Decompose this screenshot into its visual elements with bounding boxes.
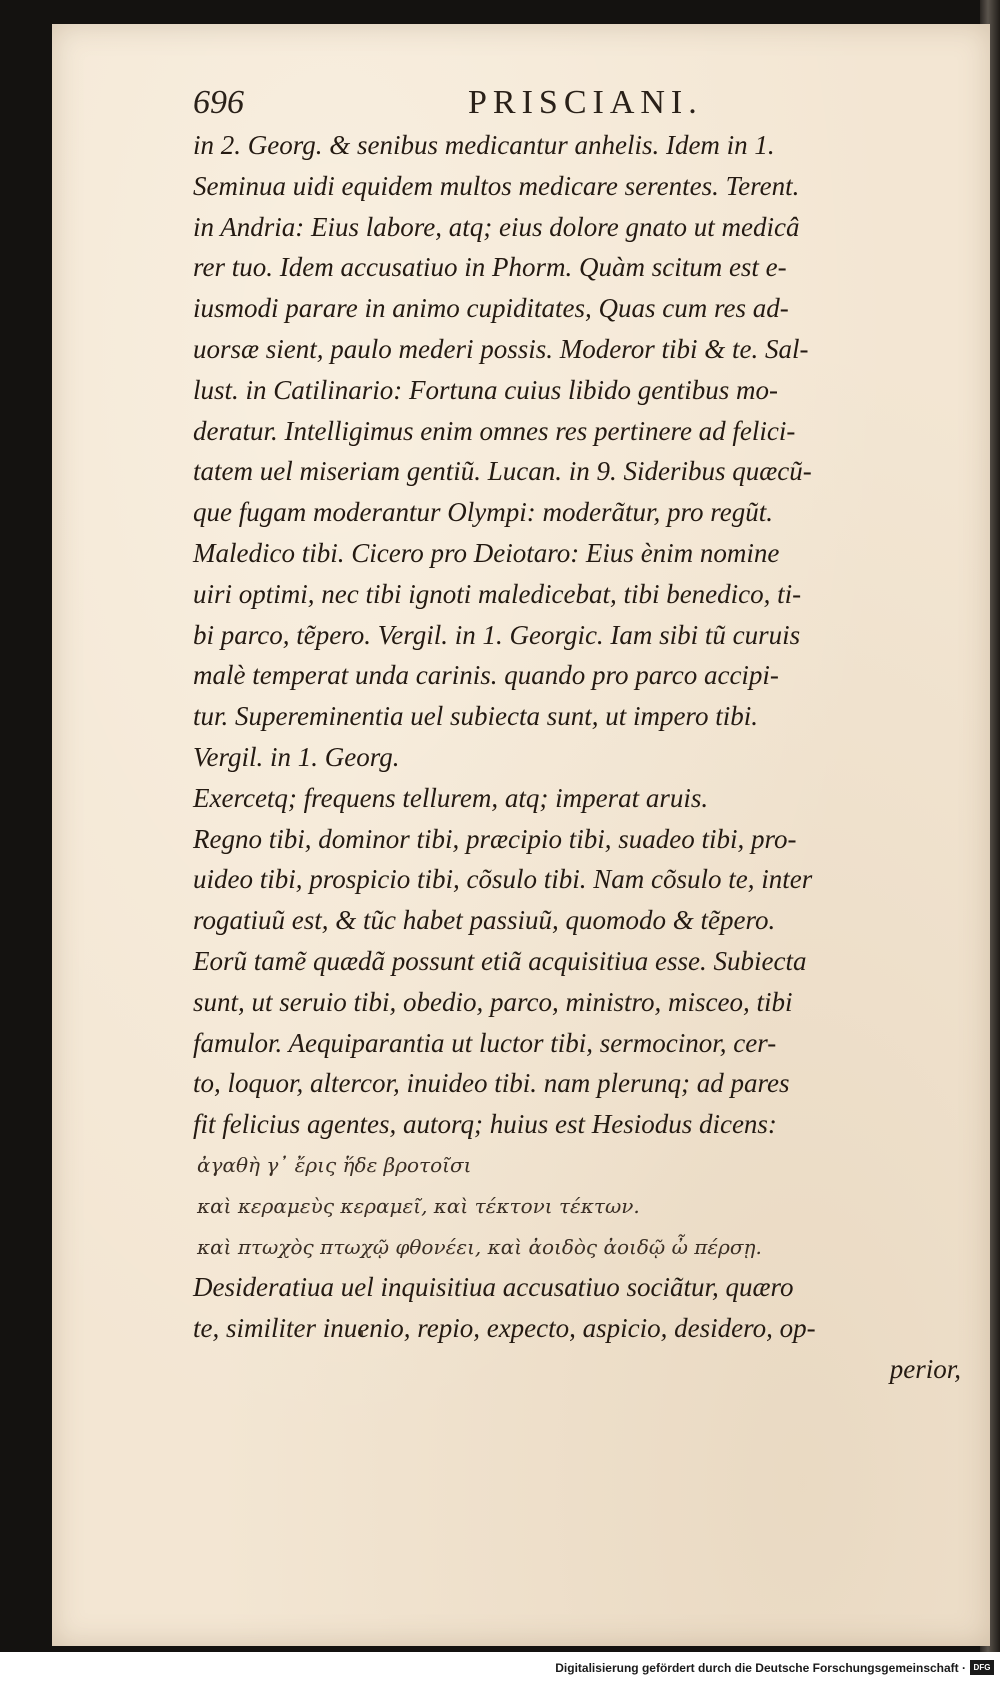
page-number: 696	[193, 84, 244, 121]
text-line: fit felicius agentes, autorq; huius est Hesiodus dicens:	[193, 1109, 777, 1140]
text-line: deratur. Intelligimus enim omnes res pertinere ad felici-	[193, 415, 796, 446]
text-line: Seminua uidi equidem multos medicare serentes. Terent.	[193, 170, 800, 201]
text-line: Maledico tibi. Cicero pro Deiotaro: Eius ènim nomine	[193, 537, 780, 568]
verse-quote: Exercetq; frequens tellurem, atq; imperat aruis.	[193, 782, 709, 813]
page-text	[193, 125, 973, 1390]
greek-quote-line: καὶ πτωχὸς πτωχῷ φθονέει, καὶ ἀοιδὸς ἀοιδῷ ὦ πέρσῃ.	[197, 1234, 762, 1259]
text-line: te, similiter inuenio, repio, expecto, aspicio, desidero, op-	[193, 1313, 816, 1344]
funding-credit: Digitalisierung gefördert durch die Deutsche Forschungsgemeinschaft ·	[555, 1661, 966, 1675]
text-line: to, loquor, altercor, inuideo tibi. nam plerunq; ad pares	[193, 1068, 790, 1099]
text-line: famulor. Aequiparantia ut luctor tibi, sermocinor, cer-	[193, 1027, 777, 1058]
text-line: iusmodi parare in animo cupiditates, Quas cum res ad-	[193, 293, 789, 324]
text-line: Regno tibi, dominor tibi, præcipio tibi, suadeo tibi, pro-	[193, 823, 797, 854]
page-header	[193, 84, 973, 130]
text-line: que fugam moderantur Olympi: moderãtur, pro regũt.	[193, 497, 773, 528]
text-line: in Andria: Eius labore, atq; eius dolore gnato ut medicâ	[193, 211, 800, 242]
text-line: bi parco, tẽpero. Vergil. in 1. Georgic. Iam sibi tũ curuis	[193, 619, 801, 650]
running-head: PRISCIANI.	[468, 84, 703, 121]
text-line: uideo tibi, prospicio tibi, cõsulo tibi. Nam cõsulo te, inter	[193, 864, 813, 895]
text-line: in 2. Georg. & senibus medicantur anhelis. Idem in 1.	[193, 130, 775, 160]
text-line: tatem uel miseriam gentiũ. Lucan. in 9. Sideribus quæcũ-	[193, 456, 812, 487]
text-line: sunt, ut seruio tibi, obedio, parco, ministro, misceo, tibi	[193, 986, 793, 1017]
text-line: malè temperat unda carinis. quando pro parco accipi-	[193, 660, 779, 691]
text-line: uorsæ sient, paulo mederi possis. Moderor tibi & te. Sal-	[193, 333, 809, 364]
digitization-footer	[0, 1652, 1000, 1687]
dfg-logo-icon: DFG	[970, 1660, 994, 1675]
text-line: rogatiuũ est, & tũc habet passiuũ, quomodo & tẽpero.	[193, 905, 776, 936]
greek-quote-line: ἀγαθὴ γ᾽ ἔρις ἥδε βροτοῖσι	[197, 1152, 472, 1177]
text-line: Desideratiua uel inquisitiua accusatiuo sociãtur, quæro	[193, 1272, 794, 1303]
text-line: tur. Supereminentia uel subiecta sunt, ut impero tibi.	[193, 701, 758, 732]
text-line: Eorũ tamẽ quædã possunt etiã acquisitiua esse. Subiecta	[193, 945, 807, 976]
text-line: rer tuo. Idem accusatiuo in Phorm. Quàm scitum est e-	[193, 252, 787, 283]
text-line: uiri optimi, nec tibi ignoti maledicebat, tibi benedico, ti-	[193, 578, 802, 609]
text-line: Vergil. in 1. Georg.	[193, 741, 400, 772]
catchword: perior,	[889, 1353, 961, 1384]
text-line: lust. in Catilinario: Fortuna cuius libido gentibus mo-	[193, 374, 779, 405]
greek-quote-line: καὶ κεραμεὺς κεραμεῖ, καὶ τέκτονι τέκτων.	[197, 1193, 640, 1218]
